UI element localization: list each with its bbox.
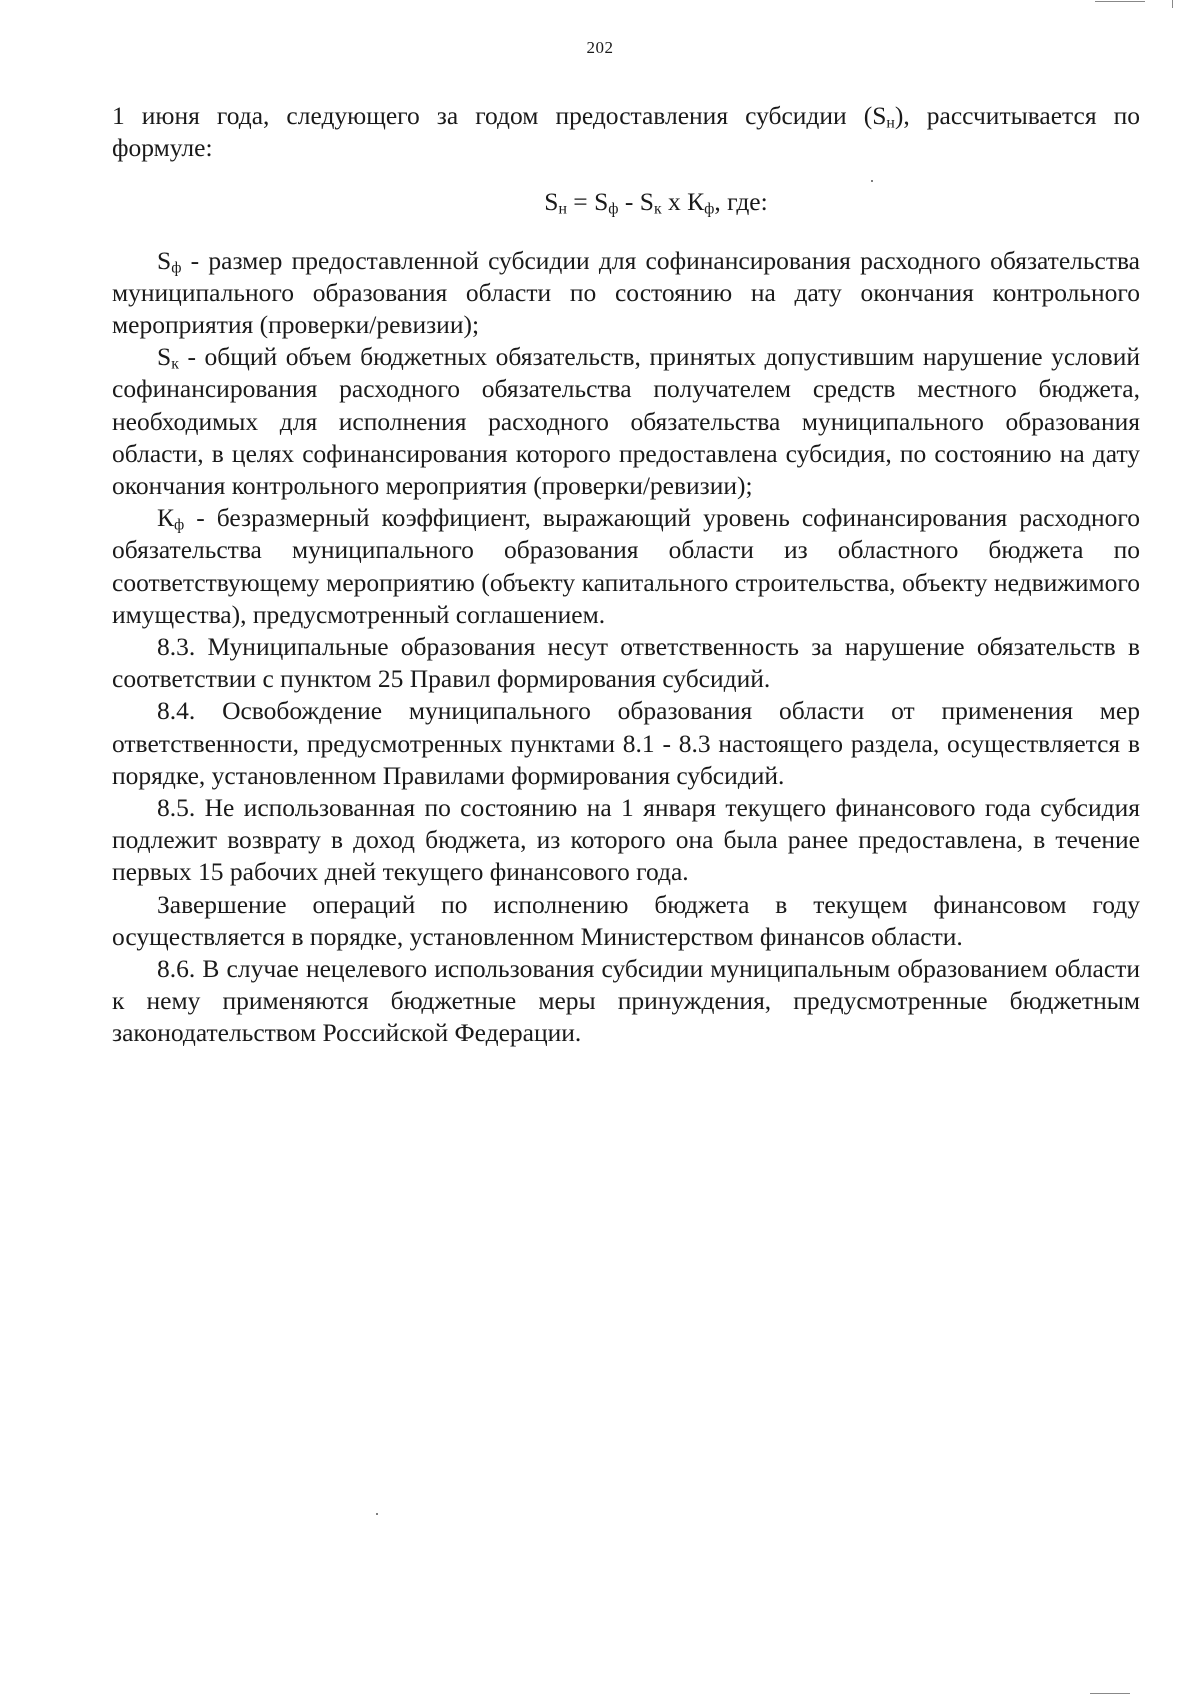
paragraph-8-3: 8.3. Муниципальные образования несут ответственность за нарушение обязательств в соответствии с пунктом 25 Правил формирования субсидий. xyxy=(112,632,1140,694)
intro-text-before: 1 июня года, следующего за годом предоставления субсидии ( xyxy=(112,101,873,130)
scan-edge-mark xyxy=(1172,0,1173,8)
paragraph-8-4: 8.4. Освобождение муниципального образования области от применения мер ответственности, предусмотренных пунктами 8.1 - 8.3 настоящего раздела, осуществляется в порядке, установленном Правилами формирования субсидий. xyxy=(112,696,1140,790)
scan-edge-mark xyxy=(1090,1693,1130,1694)
intro-variable: $S_н$ xyxy=(872,101,895,132)
formula: $S_н = S_ф - S_к$ x $К_ф$, где: xyxy=(544,187,768,218)
scan-speck xyxy=(871,180,873,182)
scan-edge-mark xyxy=(1095,1,1145,2)
paragraph-8-6: 8.6. В случае нецелевого использования субсидии муниципальным образованием области к нему применяются бюджетные меры принуждения, предусмотренные бюджетным законодательством Российской Федерации. xyxy=(112,954,1140,1048)
scan-speck xyxy=(376,1513,378,1515)
definition-k-f: $К_ф$ - безразмерный коэффициент, выражающий уровень софинансирования расходного обязательства муниципального образования области из областного бюджета по соответствующему мероприятию (объекту капитального строительства, объекту недвижимого имущества), предусмотренный соглашением. xyxy=(112,503,1140,629)
definition-s-k: $S_к$ - общий объем бюджетных обязательств, принятых допустившим нарушение условий софинансирования расходного обязательства получателем средств местного бюджета, необходимых для исполнения расходного обязательства муниципального образования области, в целях софинансирования которого предоставлена субсидия, по состоянию на дату окончания контрольного мероприятия (проверки/ревизии); xyxy=(112,342,1140,501)
intro-paragraph xyxy=(112,100,1140,164)
paragraph-budget-completion: Завершение операций по исполнению бюджета в текущем финансовом году осуществляется в порядке, установленном Министерством финансов области. xyxy=(112,889,1140,951)
definition-s-f: $S_ф$ - размер предоставленной субсидии для софинансирования расходного обязательства муниципального образования области по состоянию на дату окончания контрольного мероприятия (проверки/ревизии); xyxy=(112,245,1140,340)
paragraph-8-5: 8.5. Не использованная по состоянию на 1 января текущего финансового года субсидия подлежит возврату в доход бюджета, из которого она была ранее предоставлена, в течение первых 15 рабочих дней текущего финансового года. xyxy=(112,793,1140,887)
document-body xyxy=(112,100,1140,1050)
page-number: 202 xyxy=(586,38,614,57)
intro-text-after: ), рассчитывается по формуле: xyxy=(112,101,1140,163)
